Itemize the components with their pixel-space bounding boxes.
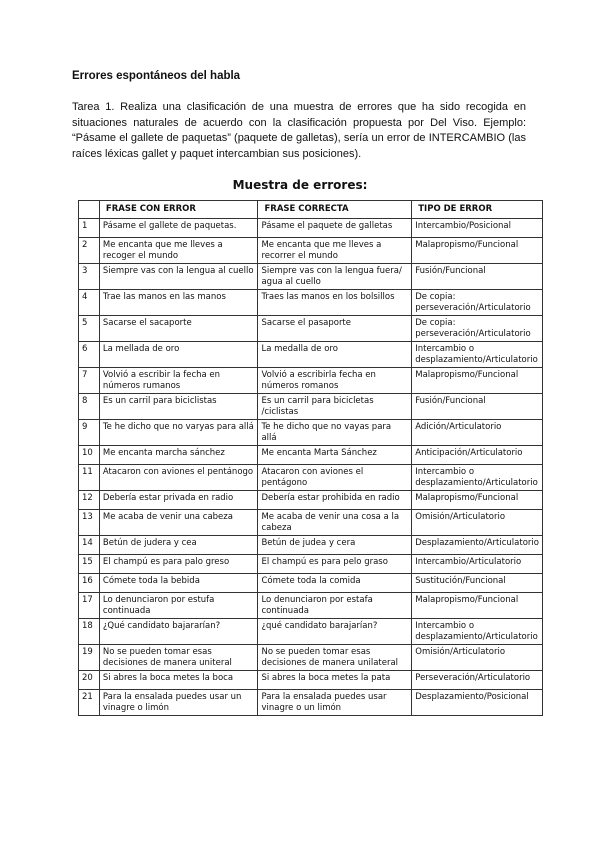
frase-correcta-cell: Sacarse el pasaporte — [258, 316, 412, 342]
frase-correcta-cell: ¿qué candidato barajarían? — [258, 619, 412, 645]
table-row — [79, 536, 543, 555]
row-number: 8 — [79, 394, 100, 420]
frase-correcta-cell: Lo denunciaron por estafa continuada — [258, 593, 412, 619]
row-number: 14 — [79, 536, 100, 555]
document-heading: Errores espontáneos del habla — [72, 70, 241, 82]
tipo-de-error-cell: Intercambio o desplazamiento/Articulatorio — [412, 342, 543, 368]
frase-con-error-cell: Pásame el gallete de paquetas. — [99, 219, 258, 238]
row-number: 13 — [79, 510, 100, 536]
table-row — [79, 555, 543, 574]
frase-con-error-cell: Te he dicho que no varyas para allá — [99, 420, 258, 446]
frase-con-error-cell: El champú es para palo greso — [99, 555, 258, 574]
table-row — [79, 593, 543, 619]
row-number: 3 — [79, 264, 100, 290]
table-row — [79, 510, 543, 536]
frase-correcta-cell: Te he dicho que no vayas para allá — [258, 420, 412, 446]
table-row — [79, 690, 543, 716]
table-row — [79, 368, 543, 394]
frase-correcta-cell: Atacaron con aviones el pentágono — [258, 465, 412, 491]
frase-correcta-cell: El champú es para pelo graso — [258, 555, 412, 574]
column-header-frase-correcta: FRASE CORRECTA — [258, 201, 412, 219]
row-number: 21 — [79, 690, 100, 716]
table-title: Muestra de errores: — [232, 178, 368, 192]
row-number: 15 — [79, 555, 100, 574]
column-header-tipo-de-error: TIPO DE ERROR — [412, 201, 543, 219]
row-number: 2 — [79, 238, 100, 264]
row-number: 18 — [79, 619, 100, 645]
table-row — [79, 394, 543, 420]
tipo-de-error-cell: Sustitución/Funcional — [412, 574, 543, 593]
tipo-de-error-cell: Omisión/Articulatorio — [412, 510, 543, 536]
table-body — [79, 219, 543, 716]
frase-correcta-cell: Cómete toda la comida — [258, 574, 412, 593]
frase-con-error-cell: Trae las manos en las manos — [99, 290, 258, 316]
tipo-de-error-cell: Desplazamiento/Articulatorio — [412, 536, 543, 555]
frase-con-error-cell: Lo denunciaron por estufa continuada — [99, 593, 258, 619]
tipo-de-error-cell: Perseveración/Articulatorio — [412, 671, 543, 690]
tipo-de-error-cell: Adición/Articulatorio — [412, 420, 543, 446]
frase-con-error-cell: Atacaron con aviones el pentánogo — [99, 465, 258, 491]
frase-correcta-cell: Traes las manos en los bolsillos — [258, 290, 412, 316]
row-number: 9 — [79, 420, 100, 446]
table-header-row — [79, 201, 543, 219]
tipo-de-error-cell: Intercambio/Posicional — [412, 219, 543, 238]
row-number: 19 — [79, 645, 100, 671]
row-number: 4 — [79, 290, 100, 316]
row-number: 11 — [79, 465, 100, 491]
frase-con-error-cell: Para la ensalada puedes usar un vinagre o limón — [99, 690, 258, 716]
frase-con-error-cell: Debería estar privada en radio — [99, 491, 258, 510]
table-row — [79, 491, 543, 510]
tipo-de-error-cell: Malapropismo/Funcional — [412, 238, 543, 264]
frase-con-error-cell: Si abres la boca metes la boca — [99, 671, 258, 690]
table-row — [79, 342, 543, 368]
table-row — [79, 219, 543, 238]
tipo-de-error-cell: Desplazamiento/Posicional — [412, 690, 543, 716]
tipo-de-error-cell: Malapropismo/Funcional — [412, 593, 543, 619]
tipo-de-error-cell: Fusión/Funcional — [412, 264, 543, 290]
frase-correcta-cell: No se pueden tomar esas decisiones de manera unilateral — [258, 645, 412, 671]
row-number: 12 — [79, 491, 100, 510]
table-row — [79, 446, 543, 465]
table-row — [79, 264, 543, 290]
tipo-de-error-cell: De copia: perseveración/Articulatorio — [412, 290, 543, 316]
frase-correcta-cell: Para la ensalada puedes usar vinagre o un limón — [258, 690, 412, 716]
tipo-de-error-cell: De copia: perseveración/Articulatorio — [412, 316, 543, 342]
table-row — [79, 316, 543, 342]
table-row — [79, 420, 543, 446]
tipo-de-error-cell: Malapropismo/Funcional — [412, 491, 543, 510]
row-number: 17 — [79, 593, 100, 619]
frase-correcta-cell: Me acaba de venir una cosa a la cabeza — [258, 510, 412, 536]
table-row — [79, 574, 543, 593]
frase-con-error-cell: Sacarse el sacaporte — [99, 316, 258, 342]
frase-correcta-cell: Debería estar prohibida en radio — [258, 491, 412, 510]
row-number: 1 — [79, 219, 100, 238]
tipo-de-error-cell: Fusión/Funcional — [412, 394, 543, 420]
frase-con-error-cell: Me acaba de venir una cabeza — [99, 510, 258, 536]
table-row — [79, 619, 543, 645]
table-row — [79, 645, 543, 671]
frase-con-error-cell: Volvió a escribir la fecha en números rumanos — [99, 368, 258, 394]
row-number: 5 — [79, 316, 100, 342]
errors-table — [78, 200, 543, 716]
frase-con-error-cell: ¿Qué candidato bajararían? — [99, 619, 258, 645]
frase-correcta-cell: Pásame el paquete de galletas — [258, 219, 412, 238]
table-row — [79, 290, 543, 316]
column-header-frase-con-error: FRASE CON ERROR — [99, 201, 258, 219]
row-number: 20 — [79, 671, 100, 690]
tipo-de-error-cell: Intercambio/Articulatorio — [412, 555, 543, 574]
tipo-de-error-cell: Malapropismo/Funcional — [412, 368, 543, 394]
row-number: 16 — [79, 574, 100, 593]
tipo-de-error-cell: Intercambio o desplazamiento/Articulatorio — [412, 619, 543, 645]
row-number: 7 — [79, 368, 100, 394]
frase-correcta-cell: Volvió a escribirla fecha en números romanos — [258, 368, 412, 394]
frase-correcta-cell: Me encanta Marta Sánchez — [258, 446, 412, 465]
frase-con-error-cell: Cómete toda la bebida — [99, 574, 258, 593]
frase-correcta-cell: Me encanta que me lleves a recorrer el mundo — [258, 238, 412, 264]
frase-con-error-cell: La mellada de oro — [99, 342, 258, 368]
frase-correcta-cell: Siempre vas con la lengua fuera/ agua al cuello — [258, 264, 412, 290]
frase-con-error-cell: No se pueden tomar esas decisiones de manera uniteral — [99, 645, 258, 671]
frase-con-error-cell: Betún de judera y cea — [99, 536, 258, 555]
frase-correcta-cell: Es un carril para bicicletas /ciclistas — [258, 394, 412, 420]
column-header-number — [79, 201, 100, 219]
row-number: 10 — [79, 446, 100, 465]
frase-correcta-cell: La medalla de oro — [258, 342, 412, 368]
tipo-de-error-cell: Intercambio o desplazamiento/Articulatorio — [412, 465, 543, 491]
frase-con-error-cell: Me encanta marcha sánchez — [99, 446, 258, 465]
frase-con-error-cell: Es un carril para biciclistas — [99, 394, 258, 420]
table-row — [79, 671, 543, 690]
tipo-de-error-cell: Anticipación/Articulatorio — [412, 446, 543, 465]
tipo-de-error-cell: Omisión/Articulatorio — [412, 645, 543, 671]
frase-correcta-cell: Betún de judea y cera — [258, 536, 412, 555]
frase-con-error-cell: Siempre vas con la lengua al cuello — [99, 264, 258, 290]
task-instructions: Tarea 1. Realiza una clasificación de una muestra de errores que ha sido recogida en situaciones naturales de acuerdo con la clasificación propuesta por Del Viso. Ejemplo: “Pásame el gallete de paquetas” (paquete de galletas), sería un error de INTERCAMBIO (las raíces léxicas gallet y paquet intercambian sus posiciones). — [72, 101, 526, 160]
frase-correcta-cell: Si abres la boca metes la pata — [258, 671, 412, 690]
table-row — [79, 465, 543, 491]
row-number: 6 — [79, 342, 100, 368]
frase-con-error-cell: Me encanta que me lleves a recoger el mundo — [99, 238, 258, 264]
table-row — [79, 238, 543, 264]
